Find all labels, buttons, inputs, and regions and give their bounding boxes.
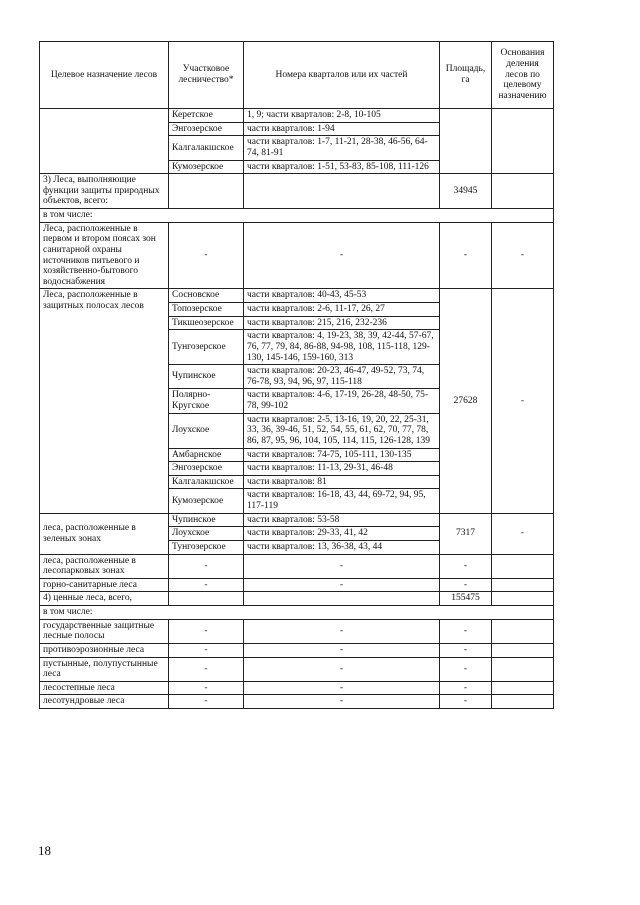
table-row [40, 606, 554, 620]
cell-purpose: лесотундровые леса [40, 695, 169, 709]
cell-forestry: Тикшеозерское [169, 316, 244, 330]
cell-quarters: части кварталов: 2-6, 11-17, 26, 27 [244, 303, 440, 317]
cell-forestry: Чупинское [169, 365, 244, 389]
cell-purpose [40, 109, 169, 174]
cell-quarters: - [244, 657, 440, 681]
cell-area: 155475 [440, 592, 492, 606]
table-row [40, 209, 554, 223]
cell-quarters: - [244, 695, 440, 709]
header-quarters: Номера кварталов или их частей [244, 42, 440, 109]
header-area: Площадь, га [440, 42, 492, 109]
cell-forestry: Полярно-Кругское [169, 389, 244, 413]
cell-purpose: лесостепные леса [40, 681, 169, 695]
cell-quarters: части кварталов: 74-75, 105-111, 130-135 [244, 448, 440, 462]
cell-quarters: - [244, 643, 440, 657]
cell-forestry: - [169, 695, 244, 709]
cell-area: - [440, 554, 492, 578]
cell-forestry: Энгозерское [169, 462, 244, 476]
cell-purpose: пустынные, полупустынные леса [40, 657, 169, 681]
cell-forestry: Лоухское [169, 527, 244, 541]
cell-basis: - [492, 222, 554, 289]
cell-forestry: Лоухское [169, 413, 244, 448]
cell-area [440, 109, 492, 174]
cell-area: - [440, 657, 492, 681]
cell-basis [492, 681, 554, 695]
cell-quarters: части кварталов: 1-7, 11-21, 28-38, 46-56, 64-74, 81-91 [244, 136, 440, 160]
cell-basis [492, 109, 554, 174]
cell-basis [492, 174, 554, 209]
cell-quarters: части кварталов: 29-33, 41, 42 [244, 527, 440, 541]
cell-basis [492, 619, 554, 643]
cell-area: - [440, 643, 492, 657]
table-row [40, 554, 554, 578]
cell-quarters: части кварталов: 2-5, 13-16, 19, 20, 22, 25-31, 33, 36, 39-46, 51, 52, 54, 55, 61, 62, 70, 77, 78, 86, 87, 95, 96, 104, 105, 114, 115, 126-128, 139 [244, 413, 440, 448]
cell-forestry: Тунгозерское [169, 540, 244, 554]
forest-purpose-table [39, 41, 554, 709]
cell-quarters: части кварталов: 1-94 [244, 122, 440, 136]
table-row [40, 578, 554, 592]
cell-forestry [169, 592, 244, 606]
cell-forestry: Керетское [169, 109, 244, 123]
cell-forestry: Сосновское [169, 289, 244, 303]
cell-forestry: Чупинское [169, 513, 244, 527]
cell-quarters: части кварталов: 4-6, 17-19, 26-28, 48-50, 75-78, 99-102 [244, 389, 440, 413]
table-row [40, 109, 554, 123]
cell-quarters: - [244, 578, 440, 592]
cell-quarters: части кварталов: 20-23, 46-47, 49-52, 73, 74, 76-78, 93, 94, 96, 97, 115-118 [244, 365, 440, 389]
section-subheading: в том числе: [40, 209, 554, 223]
cell-purpose: противоэрозионные леса [40, 643, 169, 657]
cell-area: - [440, 578, 492, 592]
header-basis: Основания деления лесов по целевому назначению [492, 42, 554, 109]
cell-forestry: Кумозерское [169, 160, 244, 174]
cell-quarters: - [244, 681, 440, 695]
page-number: 18 [38, 843, 51, 858]
table-row [40, 681, 554, 695]
cell-purpose: 4) ценные леса, всего, [40, 592, 169, 606]
cell-forestry: - [169, 643, 244, 657]
cell-area: 34945 [440, 174, 492, 209]
cell-quarters: части кварталов: 81 [244, 475, 440, 489]
cell-forestry: Энгозерское [169, 122, 244, 136]
table-row [40, 592, 554, 606]
table-header-row [40, 42, 554, 109]
cell-forestry: - [169, 619, 244, 643]
cell-forestry: Калгалакшское [169, 136, 244, 160]
cell-basis [492, 643, 554, 657]
table-row [40, 222, 554, 289]
cell-basis [492, 578, 554, 592]
cell-forestry: - [169, 681, 244, 695]
table-row [40, 643, 554, 657]
cell-basis [492, 695, 554, 709]
cell-purpose: леса, расположенные в лесопарковых зонах [40, 554, 169, 578]
cell-quarters: части кварталов: 11-13, 29-31, 46-48 [244, 462, 440, 476]
cell-basis [492, 592, 554, 606]
cell-forestry: Кумозерское [169, 489, 244, 513]
cell-quarters: части кварталов: 215, 216, 232-236 [244, 316, 440, 330]
cell-forestry: - [169, 554, 244, 578]
cell-forestry: - [169, 578, 244, 592]
cell-area: 7317 [440, 513, 492, 554]
header-purpose: Целевое назначение лесов [40, 42, 169, 109]
cell-forestry: - [169, 222, 244, 289]
cell-quarters: - [244, 222, 440, 289]
table-row [40, 619, 554, 643]
cell-purpose: леса, расположенные в зеленых зонах [40, 513, 169, 554]
table-row [40, 174, 554, 209]
cell-area: - [440, 681, 492, 695]
cell-quarters: части кварталов: 4, 19-23, 38, 39, 42-44, 57-67, 76, 77, 79, 84, 86-88, 94-98, 108, 115-118, 129-130, 145-146, 159-160, 313 [244, 330, 440, 365]
cell-purpose: государственные защитные лесные полосы [40, 619, 169, 643]
cell-quarters: - [244, 619, 440, 643]
table-row [40, 513, 554, 527]
cell-basis: - [492, 289, 554, 513]
cell-basis: - [492, 513, 554, 554]
cell-quarters: части кварталов: 40-43, 45-53 [244, 289, 440, 303]
cell-forestry: Амбарнское [169, 448, 244, 462]
cell-quarters: части кварталов: 1-51, 53-83, 85-108, 111-126 [244, 160, 440, 174]
table-row [40, 695, 554, 709]
cell-area: - [440, 222, 492, 289]
cell-forestry [169, 174, 244, 209]
cell-forestry: - [169, 657, 244, 681]
cell-purpose: горно-санитарные леса [40, 578, 169, 592]
cell-quarters: части кварталов: 16-18, 43, 44, 69-72, 94, 95, 117-119 [244, 489, 440, 513]
cell-area: - [440, 619, 492, 643]
table-row [40, 657, 554, 681]
cell-forestry: Тунгозерское [169, 330, 244, 365]
cell-area: 27628 [440, 289, 492, 513]
cell-basis [492, 554, 554, 578]
header-forestry: Участковое лесничество* [169, 42, 244, 109]
section-subheading: в том числе: [40, 606, 554, 620]
cell-purpose: 3) Леса, выполняющие функции защиты природных объектов, всего: [40, 174, 169, 209]
cell-purpose: Леса, расположенные в защитных полосах лесов [40, 289, 169, 513]
cell-forestry: Топозерское [169, 303, 244, 317]
cell-purpose: Леса, расположенные в первом и втором поясах зон санитарной охраны источников питьевого и хозяйственно-бытового водоснабжения [40, 222, 169, 289]
cell-quarters [244, 592, 440, 606]
cell-quarters: части кварталов: 13, 36-38, 43, 44 [244, 540, 440, 554]
cell-area: - [440, 695, 492, 709]
cell-forestry: Калгалакшское [169, 475, 244, 489]
cell-basis [492, 657, 554, 681]
cell-quarters: - [244, 554, 440, 578]
cell-quarters: части кварталов: 53-58 [244, 513, 440, 527]
cell-quarters: 1, 9; части кварталов: 2-8, 10-105 [244, 109, 440, 123]
cell-quarters [244, 174, 440, 209]
table-row [40, 289, 554, 303]
